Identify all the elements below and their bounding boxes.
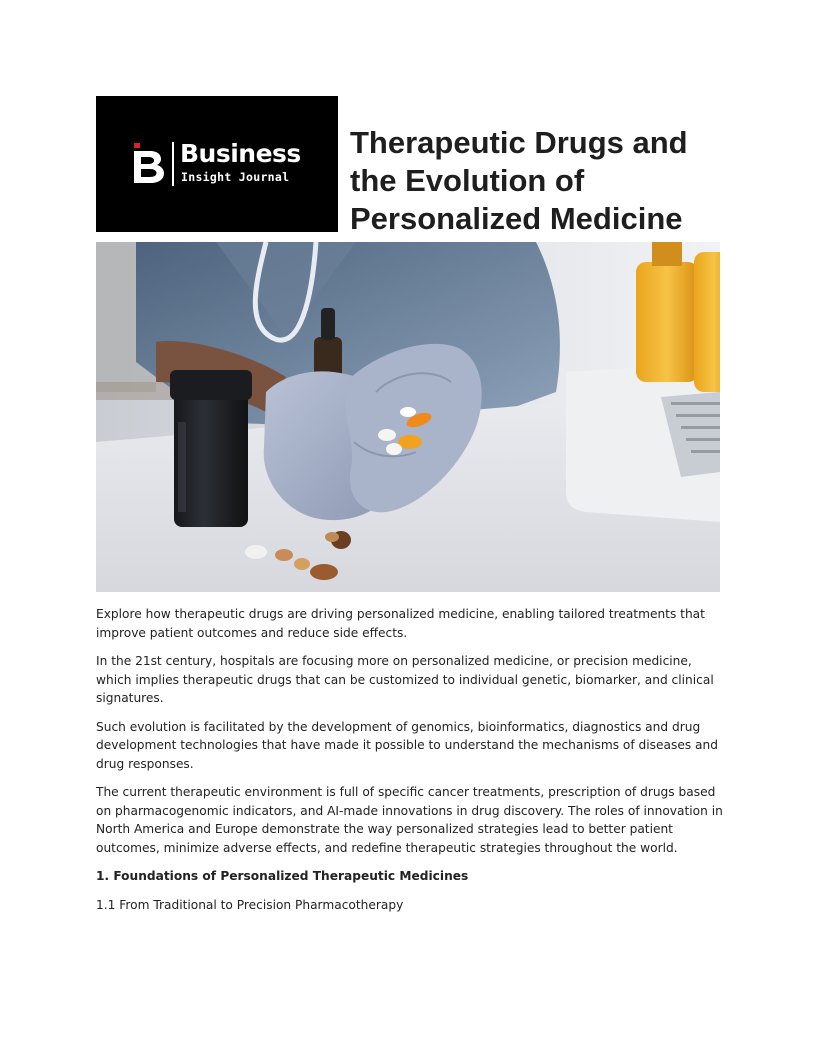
pill-white-1	[378, 429, 396, 441]
pill-table-white	[245, 545, 267, 559]
hero-photo-illustration	[96, 242, 720, 592]
pill-white-3	[386, 443, 402, 455]
hero-image	[96, 242, 720, 592]
intro-paragraph: Explore how therapeutic drugs are driving personalized medicine, enabling tailored treatments that improve patient outcomes and reduce side effects.	[96, 607, 705, 640]
publication-logo	[96, 96, 338, 232]
article-body	[96, 605, 726, 924]
body-paragraph: The current therapeutic environment is full of specific cancer treatments, prescription of drugs based on pharmacogenomic indicators, and AI-made innovations in drug discovery. The roles of innovation in North America and Europe demonstrate the way personalized strategies lead to better patient outcomes, minimize adverse effects, and redefine therapeutic strategies throughout the world.	[96, 785, 723, 855]
pill-orange-2	[398, 435, 422, 449]
pill-table-tan	[275, 549, 293, 561]
sub-heading: 1.1 From Traditional to Precision Pharmacotherapy	[96, 897, 404, 912]
article-title: Therapeutic Drugs and the Evolution of Personalized Medicine	[350, 125, 688, 236]
logo-wordmark-insight-journal: Insight Journal	[181, 170, 290, 184]
logo-wordmark-business: Business	[180, 139, 301, 168]
pill-white-2	[400, 407, 416, 417]
body-paragraph: In the 21st century, hospitals are focusing more on personalized medicine, or precision medicine, which implies therapeutic drugs that can be customized to individual genetic, biomarker, and clinical signatures.	[96, 654, 714, 705]
body-paragraph: Such evolution is facilitated by the development of genomics, bioinformatics, diagnostics and drug development technologies that have made it possible to understand the mechanisms of diseases and drug responses.	[96, 719, 718, 771]
logo-b-mark-icon	[132, 143, 166, 183]
amber-bottle-right	[694, 252, 720, 392]
amber-bottle-left	[636, 262, 698, 382]
pill-table-gold	[294, 558, 310, 570]
logo-divider	[172, 142, 174, 186]
pill-table-brown	[310, 564, 338, 580]
pill-table-small	[325, 532, 339, 542]
section-heading: 1. Foundations of Personalized Therapeutic Medicines	[96, 869, 469, 883]
